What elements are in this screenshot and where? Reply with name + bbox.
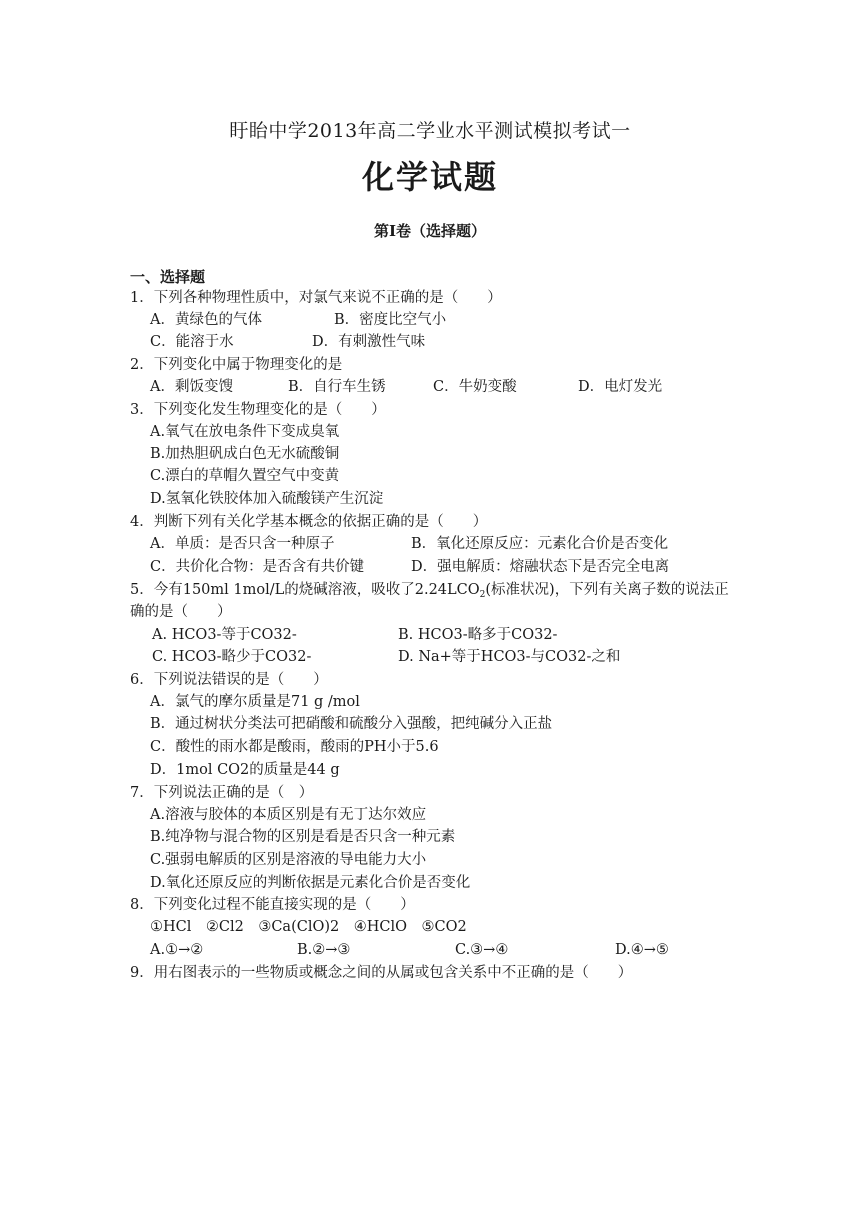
question-8-option-c: C.③→④	[455, 942, 509, 958]
question-6-stem: 6．下列说法错误的是（ ）	[130, 672, 328, 688]
question-5-option-d: D. Na+等于HCO3-与CO32-之和	[398, 649, 621, 665]
question-6-option-a: A．氯气的摩尔质量是71 g /mol	[150, 694, 360, 710]
question-5-subscript: 2	[479, 590, 486, 600]
question-2-option-a: A．剩饭变馊	[150, 379, 233, 395]
question-6-option-b: B．通过树状分类法可把硝酸和硫酸分入强酸，把纯碱分入正盐	[150, 716, 553, 732]
question-8-stem: 8．下列变化过程不能直接实现的是（ ）	[130, 897, 415, 913]
question-5-option-b: B. HCO3-略多于CO32-	[398, 627, 558, 643]
volume-title: 第Ⅰ卷（选择题）	[373, 222, 487, 240]
question-1-option-c: C．能溶于水	[150, 334, 234, 350]
question-2-option-c: C．牛奶变酸	[433, 379, 517, 395]
question-7-option-d: D.氧化还原反应的判断依据是元素化合价是否变化	[150, 875, 471, 891]
question-5-option-a: A. HCO3-等于CO32-	[152, 627, 297, 643]
question-5-stem-continued: 确的是（ ）	[130, 604, 232, 620]
question-1-option-d: D．有刺激性气味	[312, 334, 426, 350]
question-8-option-a: A.①→②	[150, 942, 204, 958]
question-5-option-c: C. HCO3-略少于CO32-	[152, 649, 312, 665]
question-9-stem: 9．用右图表示的一些物质或概念之间的从属或包含关系中不正确的是（ ）	[130, 965, 633, 981]
question-1-stem: 1．下列各种物理性质中，对氯气来说不正确的是（ ）	[130, 290, 502, 306]
question-3-stem: 3．下列变化发生物理变化的是（ ）	[130, 402, 386, 418]
question-2-option-b: B．自行车生锈	[288, 379, 386, 395]
question-3-option-c: C.漂白的草帽久置空气中变黄	[150, 468, 340, 484]
question-5-stem-part1: 5．今有150ml 1mol/L的烧碱溶液，吸收了2.24LCO	[130, 582, 480, 598]
question-4-stem: 4．判断下列有关化学基本概念的依据正确的是（ ）	[130, 514, 488, 530]
school-exam-line: 盱眙中学2013年高二学业水平测试模拟考试一	[229, 120, 631, 142]
question-4-option-c: C．共价化合物：是否含有共价键	[150, 559, 365, 575]
question-4-option-a: A．单质：是否只含一种原子	[150, 536, 335, 552]
question-2-option-d: D．电灯发光	[578, 379, 663, 395]
question-8-substances: ①HCl ②Cl2 ③Ca(ClO)2 ④HClO ⑤CO2	[150, 919, 467, 935]
question-3-option-b: B.加热胆矾成白色无水硫酸铜	[150, 446, 340, 462]
question-8-option-d: D.④→⑤	[615, 942, 669, 958]
page-title: 化学试题	[361, 158, 498, 196]
question-2-stem: 2．下列变化中属于物理变化的是	[130, 357, 343, 373]
question-3-option-a: A.氧气在放电条件下变成臭氧	[150, 424, 340, 440]
question-6-option-c: C．酸性的雨水都是酸雨，酸雨的PH小于5.6	[150, 739, 439, 755]
section-heading: 一、选择题	[130, 268, 206, 286]
question-6-option-d: D．1mol CO2的质量是44 g	[150, 762, 340, 778]
question-7-option-b: B.纯净物与混合物的区别是看是否只含一种元素	[150, 829, 456, 845]
question-3-option-d: D.氢氧化铁胶体加入硫酸镁产生沉淀	[150, 491, 384, 507]
question-7-option-a: A.溶液与胶体的本质区别是有无丁达尔效应	[150, 807, 427, 823]
question-7-option-c: C.强弱电解质的区别是溶液的导电能力大小	[150, 852, 427, 868]
question-8-option-b: B.②→③	[297, 942, 351, 958]
question-7-stem: 7．下列说法正确的是（ ）	[130, 785, 314, 801]
question-1-option-a: A．黄绿色的气体	[150, 312, 262, 328]
question-4-option-d: D．强电解质：熔融状态下是否完全电离	[411, 559, 670, 575]
question-4-option-b: B．氧化还原反应：元素化合价是否变化	[411, 536, 669, 552]
question-5-stem-part2: (标准状况)，下列有关离子数的说法正	[485, 582, 729, 598]
question-1-option-b: B．密度比空气小	[334, 312, 447, 328]
